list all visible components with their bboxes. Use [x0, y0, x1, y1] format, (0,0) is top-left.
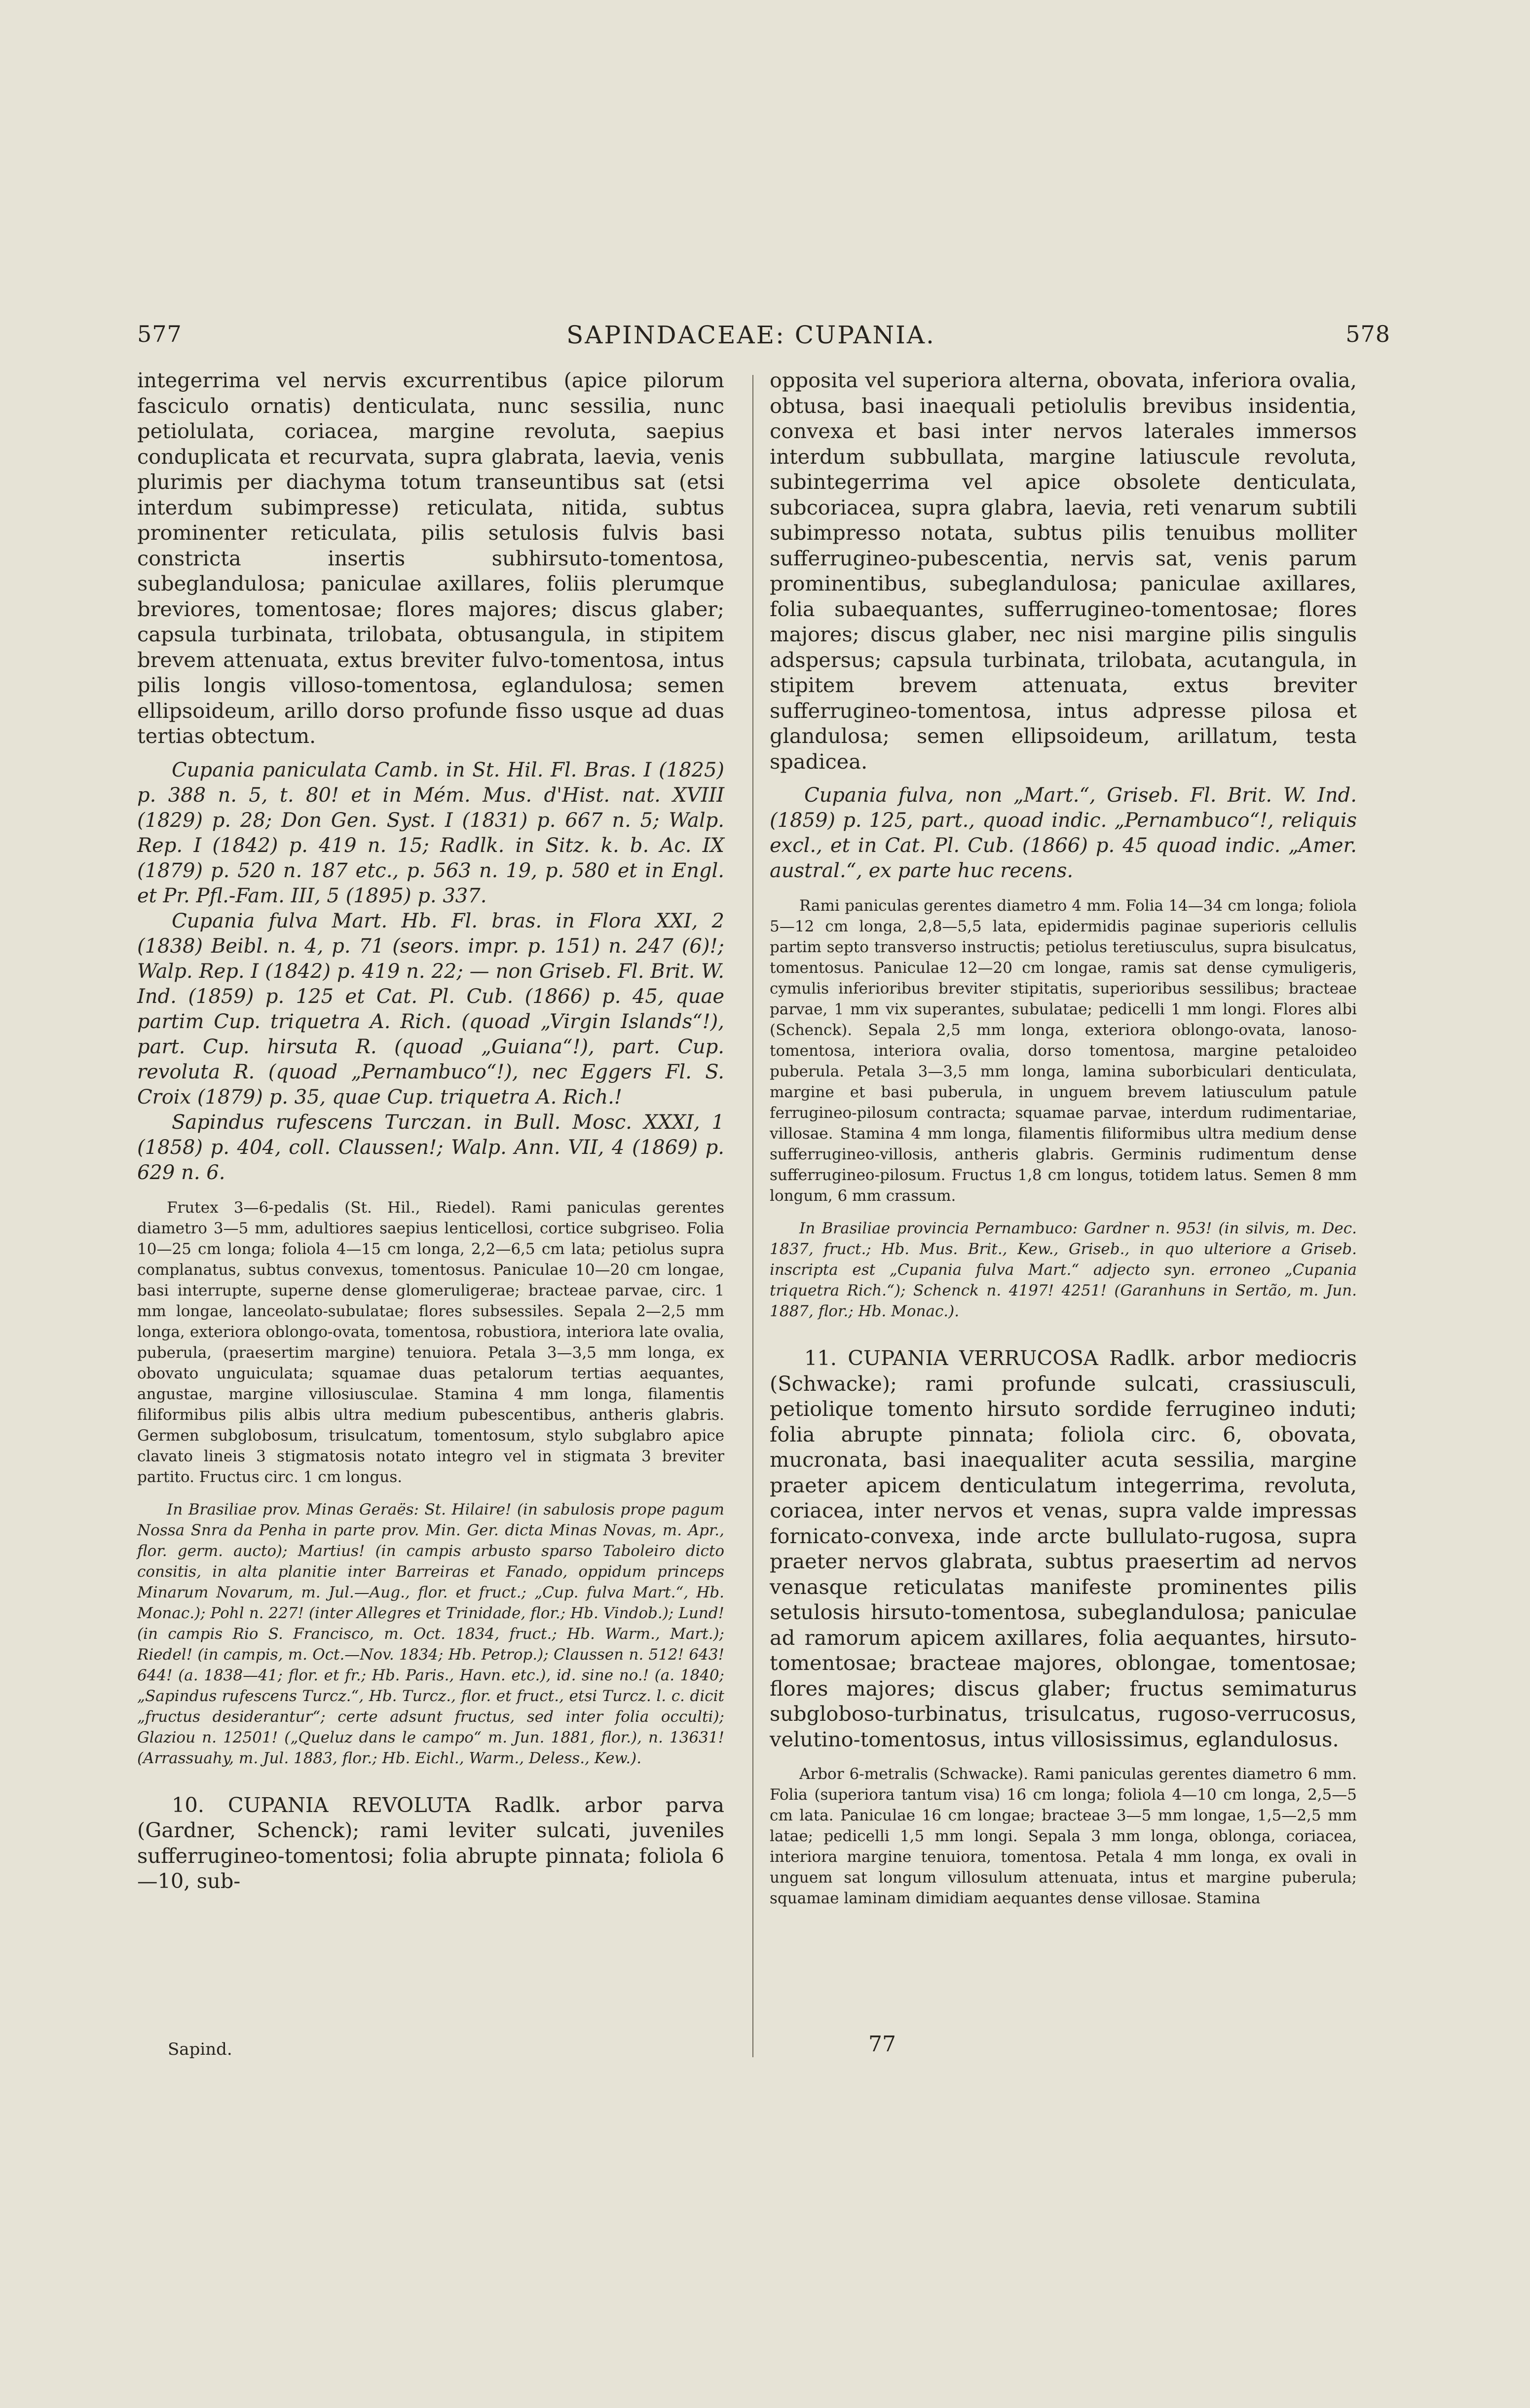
signature-mark: Sapind. [168, 2039, 232, 2059]
left-page-number: 577 [137, 321, 182, 347]
column-divider [752, 375, 753, 2057]
right-localities: In Brasiliae provincia Pernambuco: Gardner n. 953! (in silvis, m. Dec. 1837, fruct.; Hb. Mus. Brit., Kew., Griseb., in quo ulteriore a Griseb. inscripta est „Cupania fulva Mart.“ adjecto syn. erroneo „Cupania triquetra Rich.“); Schenck n. 4197! 4251! (Garanhuns in Sertão, m. Jun. 1887, flor.; Hb. Monac.). [770, 1220, 1357, 1320]
right-column [770, 368, 1357, 1909]
running-title: SAPINDACEAE: CUPANIA. [566, 321, 935, 349]
right-description-verrucosa: Arbor 6-metralis (Schwacke). Rami paniculas gerentes diametro 6 mm. Folia (superiora tantum visa) 16 cm longa; foliola 4—10 cm longa, 2,5—5 cm lata. Paniculae 16 cm longae; bracteae 3—5 mm longae, 1,5—2,5 mm latae; pedicelli 1,5 mm longi. Sepala 3 mm longa, oblonga, coriacea, interiora margine tenuiora, tomentosa. Petala 4 mm longa, ex ovali in unguem sat longum villosulum attenuata, intus et margine puberula; squamae laminam dimidiam aequantes dense villosae. Stamina [770, 1765, 1357, 1907]
citation-fulva-griseb: Cupania fulva, non „Mart.“, Griseb. Fl. Brit. W. Ind. (1859) p. 125, part., quoad indic. „Pernambuco“!, reliquis excl., et in Cat. Pl. Cub. (1866) p. 45 quoad indic. „Amer. austral.“, ex parte huc recens. [770, 784, 1357, 882]
right-description: Rami paniculas gerentes diametro 4 mm. Folia 14—34 cm longa; foliola 5—12 cm longa, 2,8—5,5 lata, epidermidis paginae superioris cellulis partim septo transverso instructis; petiolus teretiusculus, supra bisulcatus, tomentosus. Paniculae 12—20 cm longae, ramis sat dense cymuligeris, cymulis inferioribus breviter stipitatis, superioribus sessilibus; bracteae parvae, 1 mm vix superantes, subulatae; pedicelli 1 mm longi. Flores albi (Schenck). Sepala 2,5 mm longa, exteriora oblongo-ovata, lanoso-tomentosa, interiora ovalia, dorso tomentosa, margine petaloideo puberula. Petala 3—3,5 mm longa, lamina suborbiculari denticulata, margine et basi puberula, in unguem brevem latiusculum patule ferrugineo-pilosum contracta; squamae parvae, interdum rudimentariae, villosae. Stamina 4 mm longa, filamentis filiformibus ultra medium dense sufferrugineo-villosis, antheris glabris. Germinis rudimentum dense sufferrugineo-pilosum. Fructus 1,8 cm longus, totidem latus. Semen 8 mm longum, 6 mm crassum. [770, 897, 1357, 1205]
left-localities: In Brasiliae prov. Minas Geraës: St. Hilaire! (in sabulosis prope pagum Nossa Snra da Penha in parte prov. Min. Ger. dicta Minas Novas, m. Apr., flor. germ. aucto); Martius! (in campis arbusto sparso Taboleiro dicto consitis, in alta planitie inter Barreiras et Fanado, oppidum princeps Minarum Novarum, m. Jul.—Aug., flor. et fruct.; „Cup. fulva Mart.“, Hb. Monac.); Pohl n. 227! (inter Allegres et Trinidade, flor.; Hb. Vindob.); Lund! (in campis Rio S. Francisco, m. Oct. 1834, fruct.; Hb. Warm., Mart.); Riedel! (in campis, m. Oct.—Nov. 1834; Hb. Petrop.); Claussen n. 512! 643! 644! (a. 1838—41; flor. et fr.; Hb. Paris., Havn. etc.), id. sine no.! (a. 1840; „Sapindus rufescens Turcz.“, Hb. Turcz., flor. et fruct., etsi Turcz. l. c. dicit „fructus desiderantur“; certe adsunt fructus, sed inter folia occulti); Glaziou n. 12501! („Queluz dans le campo“ m. Jun. 1881, flor.), n. 13631! (Arrassuahy, m. Jul. 1883, flor.; Hb. Eichl., Warm., Deless., Kew.). [137, 1500, 724, 1767]
citation-paniculata: Cupania paniculata Camb. in St. Hil. Fl. Bras. I (1825) p. 388 n. 5, t. 80! et in Mém. Mus. d'Hist. nat. XVIII (1829) p. 28; Don Gen. Syst. I (1831) p. 667 n. 5; Walp. Rep. I (1842) p. 419 n. 15; Radlk. in Sitz. k. b. Ac. IX (1879) p. 520 n. 187 etc., p. 563 n. 19, p. 580 et in Engl. et Pr. Pfl.-Fam. III, 5 (1895) p. 337. [137, 758, 724, 907]
page-header [137, 321, 1390, 360]
footer-page-number: 77 [868, 2032, 896, 2057]
right-page-number: 578 [1345, 321, 1390, 347]
citation-fulva: Cupania fulva Mart. Hb. Fl. bras. in Flora XXI, 2 (1838) Beibl. n. 4, p. 71 (seors. impr. p. 151) n. 247 (6)!; Walp. Rep. I (1842) p. 419 n. 22; — non Griseb. Fl. Brit. W. Ind. (1859) p. 125 et Cat. Pl. Cub. (1866) p. 45, quae partim Cup. triquetra A. Rich. (quoad „Virgin Islands“!), part. Cup. hirsuta R. (quoad „Guiana“!), part. Cup. revoluta R. (quoad „Pernambuco“!), nec Eggers Fl. S. Croix (1879) p. 35, quae Cup. triquetra A. Rich.! [137, 909, 724, 1109]
left-column [137, 368, 724, 1894]
right-body-text: opposita vel superiora alterna, obovata, inferiora ovalia, obtusa, basi inaequali petiolulis brevibus insidentia, convexa et basi inter nervos laterales immersos interdum subbullata, margine latiuscule revoluta, subintegerrima vel apice obsolete denticulata, subcoriacea, supra glabra, laevia, reti venarum subtili subimpresso notata, subtus pilis tenuibus molliter sufferrugineo-pubescentia, nervis sat, venis parum prominentibus, subeglandulosa; paniculae axillares, folia subaequantes, sufferrugineo-tomentosae; flores majores; discus glaber, nec nisi margine pilis singulis adspersus; capsula turbinata, trilobata, acutangula, in stipitem brevem attenuata, extus breviter sufferrugineo-tomentosa, intus adpresse pilosa et glandulosa; semen ellipsoideum, arillatum, testa spadicea. [770, 368, 1357, 774]
species-heading-verrucosa: 11. CUPANIA VERRUCOSA Radlk. arbor mediocris (Schwacke); rami profunde sulcati, crassiusculi, petiolique tomento hirsuto sordide ferrugineo induti; folia abrupte pinnata; foliola circ. 6, obovata, mucronata, basi inaequaliter acuta sessilia, margine praeter apicem denticulatum integerrima, revoluta, coriacea, inter nervos et venas, supra valde impressas fornicato-convexa, inde arcte bullulato-rugosa, supra praeter nervos glabrata, subtus praesertim ad nervos venasque reticulatas manifeste prominentes pilis setulosis hirsuto-tomentosa, subeglandulosa; paniculae ad ramorum apicem axillares, folia aequantes, hirsuto-tomentosae; bracteae majores, oblongae, tomentosae; flores majores; discus glaber; fructus semimaturus subgloboso-turbinatus, trisulcatus, rugoso-verrucosus, velutino-tomentosus, intus villosissimus, eglandulosus. [770, 1346, 1357, 1751]
left-description: Frutex 3—6-pedalis (St. Hil., Riedel). Rami paniculas gerentes diametro 3—5 mm, adultiores saepius lenticellosi, cortice subgriseo. Folia 10—25 cm longa; foliola 4—15 cm longa, 2,2—6,5 cm lata; petiolus supra complanatus, subtus convexus, tomentosus. Paniculae 10—20 cm longae, basi interrupte, superne dense glomeruligerae; bracteae parvae, circ. 1 mm longae, lanceolato-subulatae; flores subsessiles. Sepala 2—2,5 mm longa, exteriora oblongo-ovata, tomentosa, robustiora, interiora late ovalia, puberula, (praesertim margine) tenuiora. Petala 3—3,5 mm longa, ex obovato unguiculata; squamae duas petalorum tertias aequantes, angustae, margine villosiusculae. Stamina 4 mm longa, filamentis filiformibus pilis albis ultra medium pubescentibus, antheris glabris. Germen subglobosum, trisulcatum, tomentosum, stylo subglabro apice clavato lineis 3 stigmatosis notato integro vel in stigmata 3 breviter partito. Fructus circ. 1 cm longus. [137, 1198, 724, 1486]
left-body-text: integerrima vel nervis excurrentibus (apice pilorum fasciculo ornatis) denticulata, nunc sessilia, nunc petiolulata, coriacea, margine revoluta, saepius conduplicata et recurvata, supra glabrata, laevia, venis plurimis per diachyma totum transeuntibus sat (etsi interdum subimpresse) reticulata, nitida, subtus prominenter reticulata, pilis setulosis fulvis basi constricta insertis subhirsuto-tomentosa, subeglandulosa; paniculae axillares, foliis plerumque breviores, tomentosae; flores majores; discus glaber; capsula turbinata, trilobata, obtusangula, in stipitem brevem attenuata, extus breviter fulvo-tomentosa, intus pilis longis villoso-tomentosa, eglandulosa; semen ellipsoideum, arillo dorso profunde fisso usque ad duas tertias obtectum. [137, 368, 724, 748]
citation-sapindus: Sapindus rufescens Turczan. in Bull. Mosc. XXXI, 1 (1858) p. 404, coll. Claussen!; Walp. Ann. VII, 4 (1869) p. 629 n. 6. [137, 1111, 724, 1184]
right-citations [770, 783, 1357, 884]
left-citations [137, 758, 724, 1185]
species-heading-revoluta: 10. CUPANIA REVOLUTA Radlk. arbor parva (Gardner, Schenck); rami leviter sulcati, juveniles sufferrugineo-tomentosi; folia abrupte pinnata; foliola 6—10, sub- [137, 1792, 724, 1893]
